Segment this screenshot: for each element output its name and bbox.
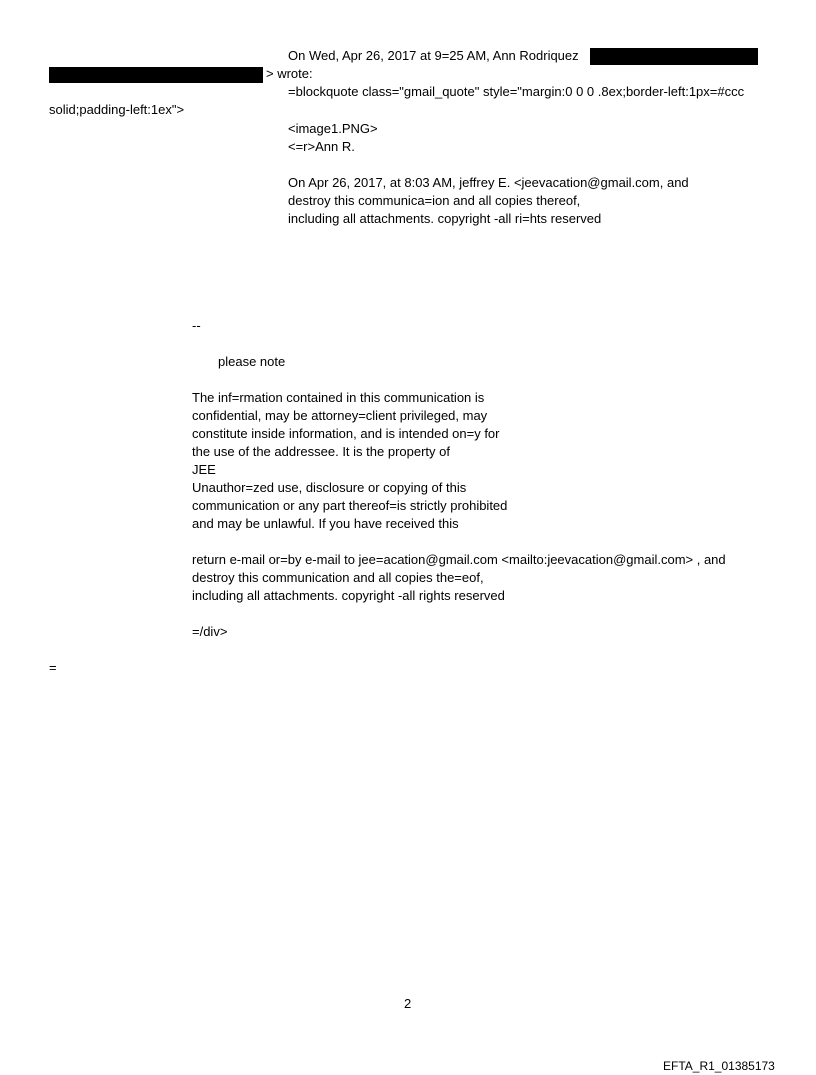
signature-separator: --: [192, 318, 201, 333]
inner-quote-line: destroy this communica=ion and all copies thereof,: [288, 193, 581, 208]
div-close: =/div>: [192, 624, 228, 639]
quote-header-line-3: solid;padding-left:1ex">: [49, 102, 185, 117]
signoff-line: <=r>Ann R.: [288, 139, 355, 154]
disclaimer-line: confidential, may be attorney=client privileged, may: [192, 408, 488, 423]
disclaimer-line: The inf=rmation contained in this communication is: [192, 390, 485, 405]
disclaimer-line: communication or any part thereof=is strictly prohibited: [192, 498, 508, 513]
quote-header-line-1: On Wed, Apr 26, 2017 at 9=25 AM, Ann Rodriquez: [288, 48, 579, 63]
disclaimer-line: Unauthor=zed use, disclosure or copying of this: [192, 480, 467, 495]
disclaimer-line: constitute inside information, and is intended on=y for: [192, 426, 500, 441]
disclaimer-line: and may be unlawful. If you have received this: [192, 516, 459, 531]
inner-quote-line: On Apr 26, 2017, at 8:03 AM, jeffrey E. <jeevacation@gmail.com, and: [288, 175, 689, 190]
redaction-bar: [590, 48, 758, 65]
trailing-equals: =: [49, 660, 57, 675]
attachment-line: <image1.PNG>: [288, 121, 378, 136]
inner-quote-line: including all attachments. copyright -all ri=hts reserved: [288, 211, 602, 226]
page-number: 2: [404, 996, 412, 1011]
return-line: including all attachments. copyright -all rights reserved: [192, 588, 505, 603]
return-line: return e-mail or=by e-mail to jee=acation@gmail.com <mailto:jeevacation@gmail.com> , and: [192, 552, 726, 567]
document-id: EFTA_R1_01385173: [663, 1059, 775, 1073]
disclaimer-line: the use of the addressee. It is the property of: [192, 444, 450, 459]
please-note: please note: [218, 354, 286, 369]
return-line: destroy this communication and all copies the=eof,: [192, 570, 484, 585]
redaction-bar: [49, 67, 263, 83]
quote-header-line-2: =blockquote class="gmail_quote" style="margin:0 0 0 .8ex;border-left:1px=#ccc: [288, 84, 745, 99]
disclaimer-line: JEE: [192, 462, 216, 477]
quote-header-line-1-tail: > wrote:: [266, 66, 313, 81]
